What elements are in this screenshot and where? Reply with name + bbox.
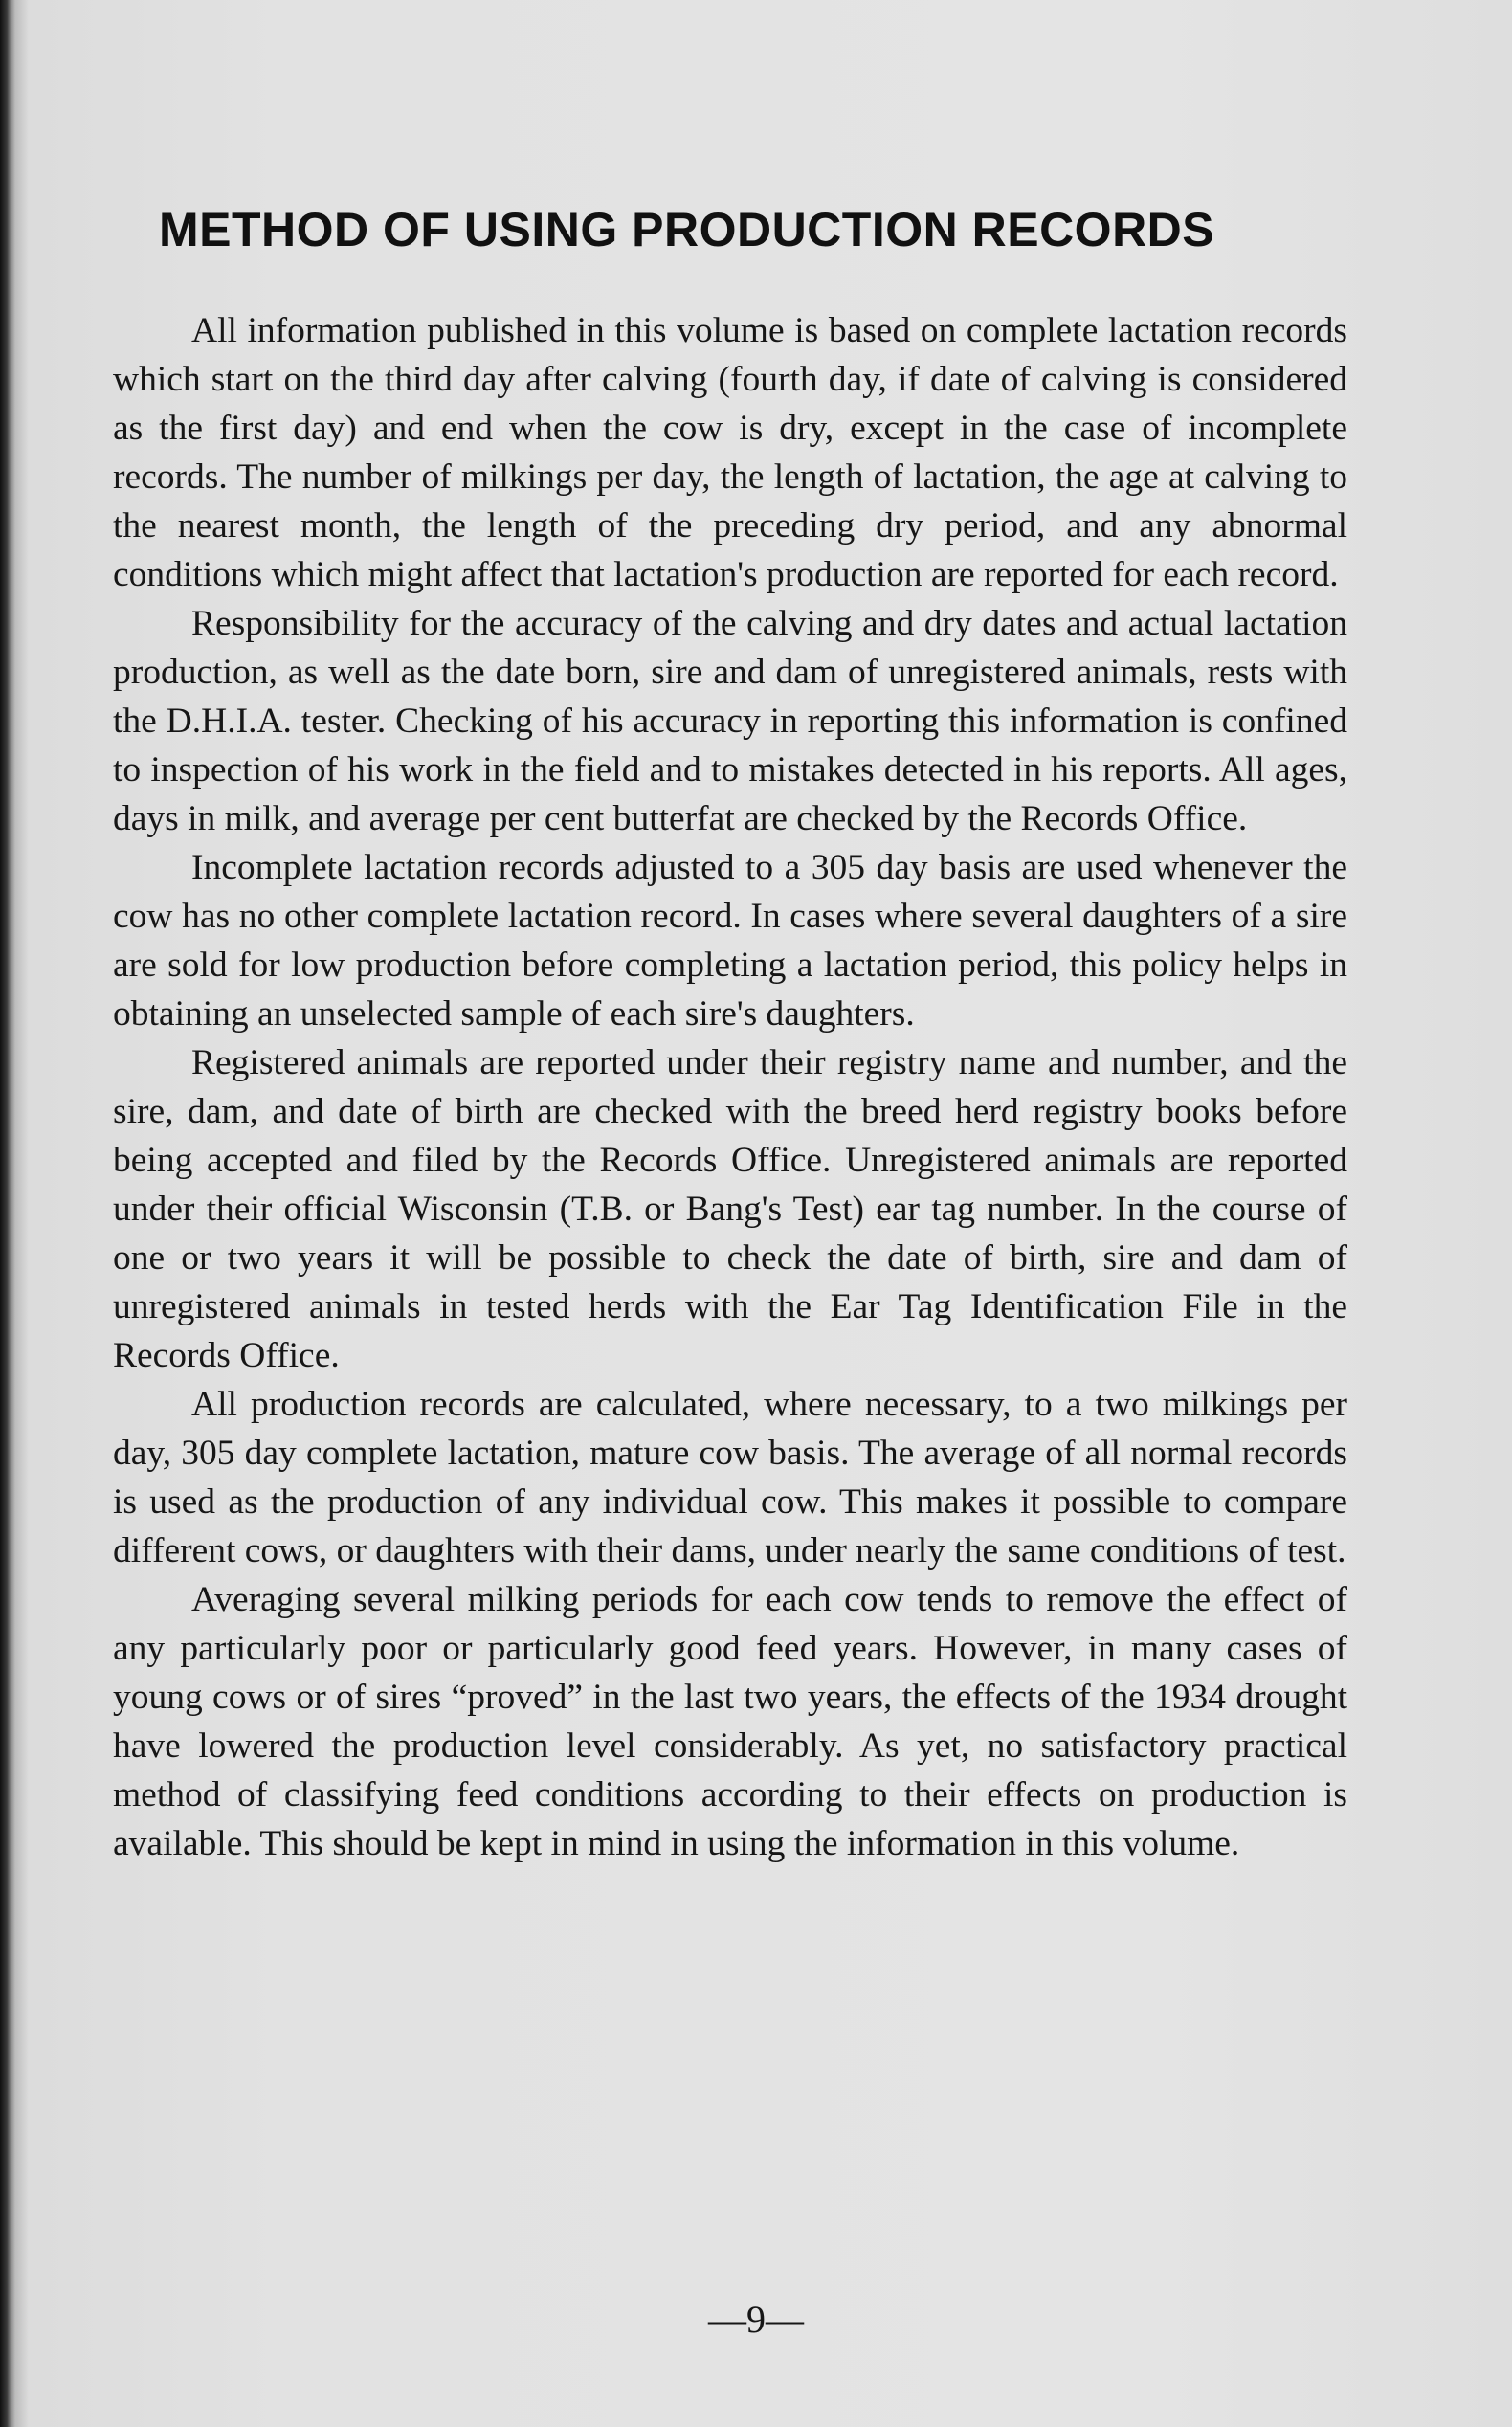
page-title: METHOD OF USING PRODUCTION RECORDS: [159, 203, 1215, 256]
paragraph-5: All production records are calculated, where necessary, to a two milkings per day, 305 day complete lactation, mature cow basis. The average of all normal records is used as the production of any individual cow. This makes it possible to compare different cows, or daughters with their dams, under nearly the same conditions of test.: [113, 1385, 1347, 1570]
paragraph-1: All information published in this volume is based on complete lactation records which start on the third day after calving (fourth day, if date of calving is considered as the first day) and end when the cow is dry, except in the case of incomplete records. The number of milkings per day, the length of lactation, the age at calving to the nearest month, the length of the preceding dry period, and any abnormal conditions which might affect that lactation's production are reported for each record.: [113, 311, 1347, 594]
paragraph-3: Incomplete lactation records adjusted to a 305 day basis are used whenever the cow has no other complete lactation record. In cases where several daughters of a sire are sold for low production before completing a lactation period, this policy helps in obtaining an unselected sample of each sire's daughters.: [113, 848, 1347, 1034]
page-content: [113, 201, 1347, 1868]
paragraph-2: Responsibility for the accuracy of the calving and dry dates and actual lactation production, as well as the date born, sire and dam of unregistered animals, rests with the D.H.I.A. tester. Checking of his accuracy in reporting this information is confined to inspection of his work in the field and to mistakes detected in his reports. All ages, days in milk, and average per cent butterfat are checked by the Records Office.: [113, 604, 1347, 838]
paragraph-4: Registered animals are reported under their registry name and number, and the sire, dam, and date of birth are checked with the breed herd registry books before being accepted and filed by the Records Office. Unregistered animals are reported under their official Wisconsin (T.B. or Bang's Test) ear tag number. In the course of one or two years it will be possible to check the date of birth, sire and dam of unregistered animals in tested herds with the Ear Tag Identification File in the Records Office.: [113, 1043, 1347, 1375]
book-spine-edge: [0, 0, 11, 2427]
paragraph-6: Averaging several milking periods for each cow tends to remove the effect of any particularly poor or particularly good feed years. However, in many cases of young cows or of sires “proved” in the last two years, the effects of the 1934 drought have lowered the production level considerably. As yet, no satisfactory practical method of classifying feed conditions according to their effects on production is available. This should be kept in mind in using the information in this volume.: [113, 1580, 1347, 1863]
page-number: —9—: [708, 2298, 804, 2341]
